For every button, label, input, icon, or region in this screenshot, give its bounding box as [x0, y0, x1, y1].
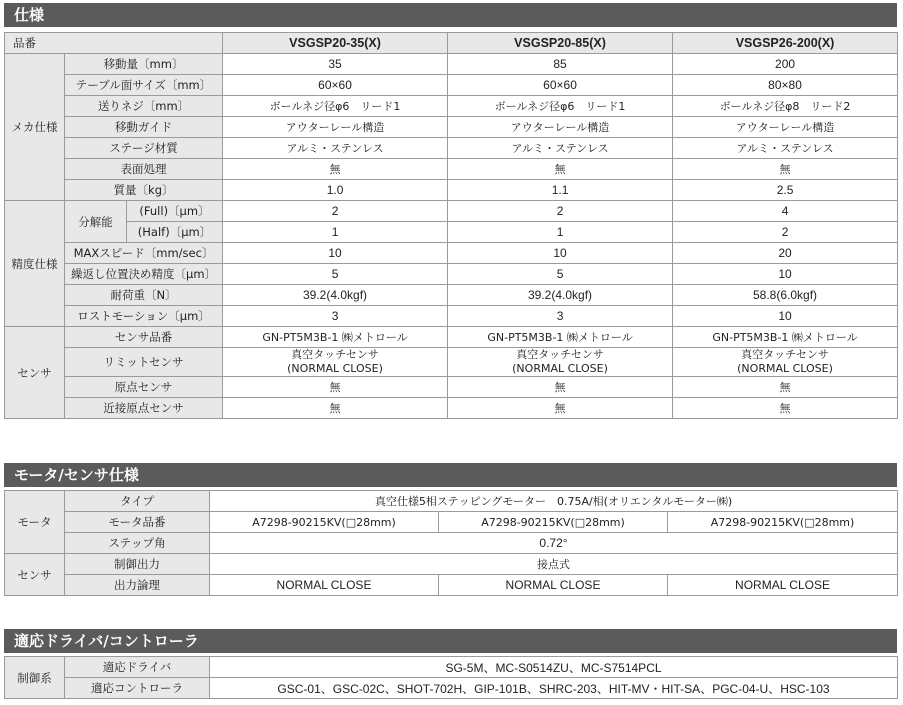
- cell-value: 無: [673, 159, 898, 180]
- row-label: 適応コントローラ: [65, 678, 210, 699]
- group-label-precision: 精度仕様: [5, 201, 65, 327]
- motor-table: [4, 490, 898, 596]
- model-header: VSGSP20-85(X): [448, 33, 673, 54]
- row-label: 適応ドライバ: [65, 657, 210, 678]
- table-row: [5, 159, 898, 180]
- table-row: [5, 678, 898, 699]
- cell-value: SG-5M、MC-S0514ZU、MC-S7514PCL: [210, 657, 898, 678]
- cell-value: 35: [223, 54, 448, 75]
- cell-value: 無: [448, 159, 673, 180]
- cell-value: 2.5: [673, 180, 898, 201]
- group-label-sensor: センサ: [5, 327, 65, 419]
- section-title-driver: 適応ドライバ/コントローラ: [4, 629, 897, 653]
- cell-value: NORMAL CLOSE: [668, 575, 898, 596]
- cell-value: 80×80: [673, 75, 898, 96]
- table-row: [5, 285, 898, 306]
- cell-value: 1: [448, 222, 673, 243]
- cell-value: アウターレール構造: [448, 117, 673, 138]
- header-row: [5, 33, 898, 54]
- section-title-motor: モータ/センサ仕様: [4, 463, 897, 487]
- row-label: 表面処理: [65, 159, 223, 180]
- table-row: [5, 327, 898, 348]
- table-row: [5, 54, 898, 75]
- table-row: [5, 491, 898, 512]
- table-row: [5, 657, 898, 678]
- cell-value: 2: [673, 222, 898, 243]
- cell-value: 1.1: [448, 180, 673, 201]
- cell-value: 無: [223, 398, 448, 419]
- cell-line: (NORMAL CLOSE): [512, 362, 608, 375]
- cell-value: ボールネジ径φ8 リード2: [673, 96, 898, 117]
- table-row: [5, 264, 898, 285]
- cell-value: アウターレール構造: [673, 117, 898, 138]
- spec-table: [4, 32, 898, 419]
- cell-value: 1: [223, 222, 448, 243]
- cell-value: GN-PT5M3B-1 ㈱メトロール: [673, 327, 898, 348]
- cell-value: アルミ・ステンレス: [448, 138, 673, 159]
- table-row: [5, 533, 898, 554]
- row-label: ステップ角: [65, 533, 210, 554]
- row-label: 移動量〔mm〕: [65, 54, 223, 75]
- cell-value: 2: [223, 201, 448, 222]
- cell-value: GN-PT5M3B-1 ㈱メトロール: [223, 327, 448, 348]
- row-label: ロストモーション〔μm〕: [65, 306, 223, 327]
- row-label: 移動ガイド: [65, 117, 223, 138]
- row-label: リミットセンサ: [65, 348, 223, 377]
- table-row: [5, 377, 898, 398]
- cell-value: 39.2(4.0kgf): [448, 285, 673, 306]
- row-label: 耐荷重〔N〕: [65, 285, 223, 306]
- group-label-sensor: センサ: [5, 554, 65, 596]
- cell-value: A7298-90215KV(□28mm): [210, 512, 439, 533]
- cell-value: 60×60: [223, 75, 448, 96]
- table-row: [5, 96, 898, 117]
- table-row: [5, 348, 898, 377]
- table-row: [5, 117, 898, 138]
- cell-value: NORMAL CLOSE: [439, 575, 668, 596]
- row-label: 近接原点センサ: [65, 398, 223, 419]
- table-row: [5, 243, 898, 264]
- cell-value: 真空仕様5相ステッピングモーター 0.75A/相(オリエンタルモーター㈱): [210, 491, 898, 512]
- cell-value: 5: [223, 264, 448, 285]
- row-label: 送りネジ〔mm〕: [65, 96, 223, 117]
- cell-value: 1.0: [223, 180, 448, 201]
- table-row: [5, 75, 898, 96]
- cell-value: 無: [223, 377, 448, 398]
- row-label: ステージ材質: [65, 138, 223, 159]
- cell-value: [448, 348, 673, 377]
- row-label: 質量〔kg〕: [65, 180, 223, 201]
- cell-value: 3: [448, 306, 673, 327]
- cell-value: GSC-01、GSC-02C、SHOT-702H、GIP-101B、SHRC-203、HIT-MV・HIT-SA、PGC-04-U、HSC-103: [210, 678, 898, 699]
- cell-value: 無: [448, 398, 673, 419]
- cell-value: 無: [673, 398, 898, 419]
- cell-value: A7298-90215KV(□28mm): [668, 512, 898, 533]
- cell-value: 無: [673, 377, 898, 398]
- group-label-mech: メカ仕様: [5, 54, 65, 201]
- row-label: 繰返し位置決め精度〔μm〕: [65, 264, 223, 285]
- row-label: 原点センサ: [65, 377, 223, 398]
- cell-value: アルミ・ステンレス: [223, 138, 448, 159]
- row-label: センサ品番: [65, 327, 223, 348]
- row-label: 制御出力: [65, 554, 210, 575]
- table-row: [5, 180, 898, 201]
- cell-line: 真空タッチセンサ: [516, 348, 604, 361]
- cell-value: GN-PT5M3B-1 ㈱メトロール: [448, 327, 673, 348]
- cell-line: 真空タッチセンサ: [741, 348, 829, 361]
- cell-line: 真空タッチセンサ: [291, 348, 379, 361]
- table-row: [5, 201, 898, 222]
- row-label: MAXスピード〔mm/sec〕: [65, 243, 223, 264]
- table-row: [5, 306, 898, 327]
- cell-value: 2: [448, 201, 673, 222]
- cell-value: アウターレール構造: [223, 117, 448, 138]
- cell-value: 5: [448, 264, 673, 285]
- cell-value: 20: [673, 243, 898, 264]
- cell-value: 85: [448, 54, 673, 75]
- model-header: VSGSP26-200(X): [673, 33, 898, 54]
- cell-value: 10: [673, 306, 898, 327]
- header-label: 品番: [5, 33, 223, 54]
- cell-value: 3: [223, 306, 448, 327]
- cell-value: 無: [223, 159, 448, 180]
- table-row: [5, 512, 898, 533]
- sub-label: (Full)〔μm〕: [127, 201, 223, 222]
- table-row: [5, 554, 898, 575]
- row-label: 出力論理: [65, 575, 210, 596]
- section-title-spec: 仕様: [4, 3, 897, 27]
- cell-value: アルミ・ステンレス: [673, 138, 898, 159]
- cell-value: 無: [448, 377, 673, 398]
- driver-table: [4, 656, 898, 699]
- row-label: モータ品番: [65, 512, 210, 533]
- table-row: [5, 398, 898, 419]
- table-row: [5, 222, 898, 243]
- group-label-motor: モータ: [5, 491, 65, 554]
- cell-line: (NORMAL CLOSE): [737, 362, 833, 375]
- row-label: タイプ: [65, 491, 210, 512]
- cell-value: 接点式: [210, 554, 898, 575]
- cell-value: 10: [448, 243, 673, 264]
- cell-value: 200: [673, 54, 898, 75]
- cell-value: 10: [673, 264, 898, 285]
- row-label: 分解能: [65, 201, 127, 243]
- cell-line: (NORMAL CLOSE): [287, 362, 383, 375]
- sub-label: (Half)〔μm〕: [127, 222, 223, 243]
- cell-value: A7298-90215KV(□28mm): [439, 512, 668, 533]
- cell-value: ボールネジ径φ6 リード1: [448, 96, 673, 117]
- cell-value: [673, 348, 898, 377]
- cell-value: [223, 348, 448, 377]
- table-row: [5, 138, 898, 159]
- cell-value: 39.2(4.0kgf): [223, 285, 448, 306]
- cell-value: 60×60: [448, 75, 673, 96]
- group-label-control: 制御系: [5, 657, 65, 699]
- cell-value: 0.72°: [210, 533, 898, 554]
- model-header: VSGSP20-35(X): [223, 33, 448, 54]
- row-label: テーブル面サイズ〔mm〕: [65, 75, 223, 96]
- cell-value: 4: [673, 201, 898, 222]
- cell-value: ボールネジ径φ6 リード1: [223, 96, 448, 117]
- cell-value: 58.8(6.0kgf): [673, 285, 898, 306]
- cell-value: NORMAL CLOSE: [210, 575, 439, 596]
- table-row: [5, 575, 898, 596]
- cell-value: 10: [223, 243, 448, 264]
